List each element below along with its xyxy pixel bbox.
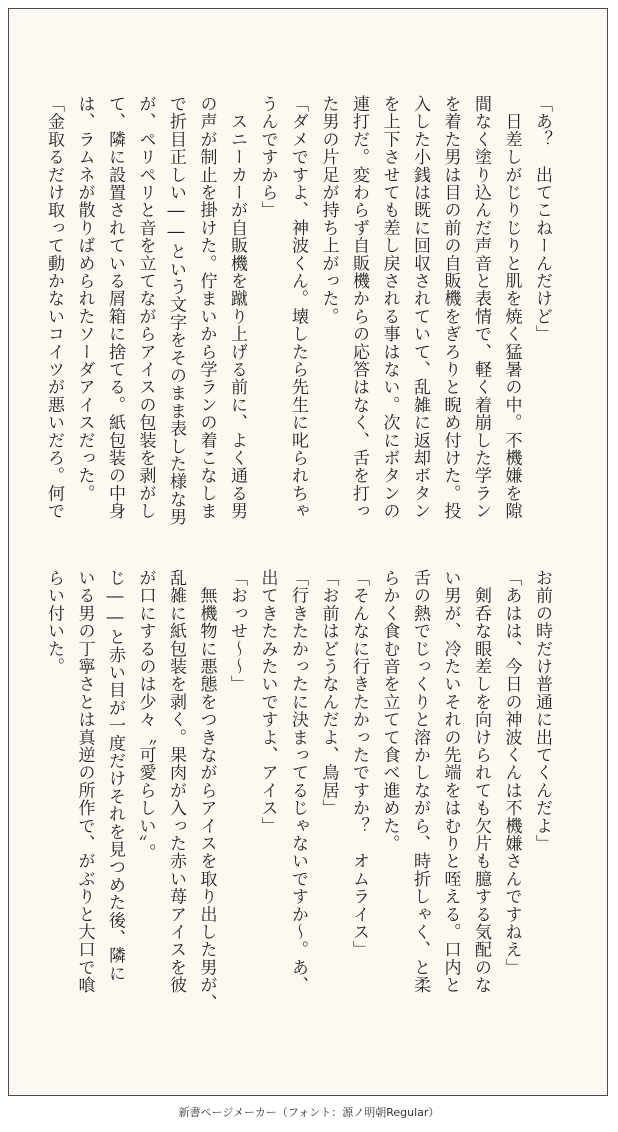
text-line: 入した小銭は既に回収されていて、乱雑に返却ボタン (410, 95, 430, 520)
text-line: らかく食む音を立てて食べ進めた。 (379, 569, 400, 853)
text-line: 「行きたかったに決まってるじゃないですか～。あ、 (288, 569, 308, 994)
text-line: た男の片足が持ち上がった。 (318, 95, 339, 326)
text-line: 「あはは、今日の神波くんは不機嫌さんですねえ」 (501, 569, 522, 977)
text-line: 無機物に悪態をつきながらアイスを取り出した男が、 (196, 569, 217, 1012)
text-line: は、ラムネが散りばめられたソーダアイスだった。 (74, 95, 95, 503)
text-line: 出てきたみたいですよ、アイス」 (257, 569, 278, 835)
text-line: 連打だ。変わらず自販機からの応答はなく、舌を打っ (349, 95, 369, 520)
text-line: お前の時だけ普通に出てくんだよ」 (532, 569, 552, 853)
text-line: じ――と赤い目が一度だけそれを見つめた後、隣に (105, 569, 125, 983)
text-line: で折目正しい――という文字をそのまま表した様な男 (166, 95, 186, 526)
text-line: 「おっせ～～」 (227, 569, 247, 693)
text-line: が口にするのは少々〝可愛らしい〟。 (135, 569, 156, 862)
text-line: を着た男は目の前の自販機をぎろりと睨め付けた。投 (440, 95, 461, 520)
text-line: 「金取るだけ取って動かないコイツが悪いだろ。何で (44, 95, 64, 520)
text-line: を上下させても差し戻される事はない。次にボタンの (379, 95, 400, 520)
footer-credit: 新書ページメーカー（フォント：源ノ明朝Regular） (178, 1106, 440, 1119)
text-line: 日差しがじりじりと肌を焼く猛暑の中。不機嫌を隙 (501, 95, 522, 520)
text-line: 「あ？ 出てこねーんだけど」 (532, 95, 552, 343)
text-line: 間なく塗り込んだ声音と表情で、軽く着崩した学ラン (471, 95, 491, 520)
text-line: の声が制止を掛けた。佇まいから学ランの着こなしま (196, 95, 217, 520)
text-line: らい付いた。 (44, 569, 64, 676)
text-line: スニーカーが自販機を蹴り上げる前に、よく通る男 (227, 95, 247, 520)
text-line: 「ダメですよ、神波くん。壊したら先生に叱られちゃ (288, 95, 308, 520)
text-line: いる男の丁寧さとは真逆の所作で、がぶりと大口で喰 (74, 569, 95, 994)
text-line: い男が、冷たいそれの先端をはむりと咥える。口内と (440, 569, 461, 994)
text-line: が、ペリペリと音を立てながらアイスの包装を剥がし (135, 95, 156, 520)
text-line: 「お前はどうなんだよ、鳥居」 (318, 569, 339, 817)
text-line: 舌の熱でじっくりと溶かしながら、時折しゃく、と柔 (410, 569, 430, 994)
manuscript-page (8, 8, 608, 1096)
text-block-top (39, 95, 558, 555)
text-line: うんですから」 (257, 95, 278, 219)
text-line: 「そんなに行きたかったですか？ オムライス」 (349, 569, 369, 959)
text-line: て、隣に設置されている屑箱に捨てる。紙包装の中身 (105, 95, 125, 520)
text-line: 乱雑に紙包装を剥く。果肉が入った赤い苺アイスを彼 (166, 569, 186, 994)
text-line: 剣呑な眼差しを向けられても欠片も臆する気配のな (471, 569, 491, 994)
text-block-bottom (39, 569, 558, 1039)
